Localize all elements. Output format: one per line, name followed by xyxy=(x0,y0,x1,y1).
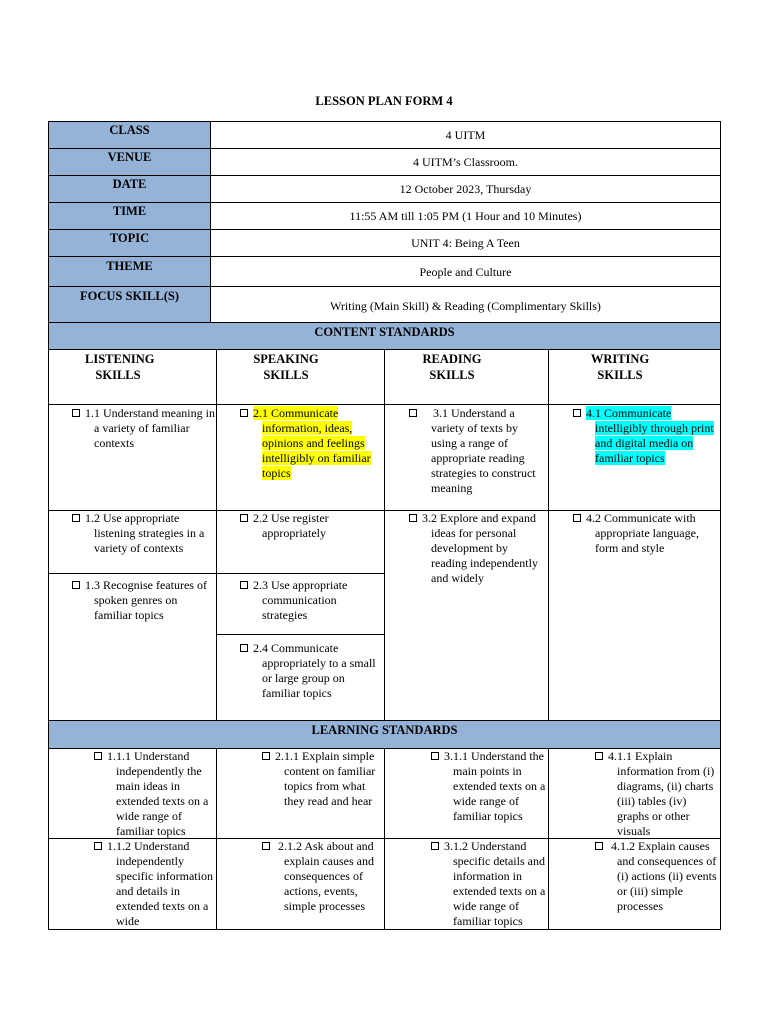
item-text: 3.1.1 Understand the main points in extended texts on a wide range of familiar topics xyxy=(444,749,546,823)
content-standard-item xyxy=(240,641,384,701)
item-text: 2.1.1 Explain simple content on familiar topics from what they read and hear xyxy=(275,749,376,808)
content-standard-item-highlighted xyxy=(240,406,382,481)
info-value-cell xyxy=(210,175,721,203)
item-text: 1.3 Recognise features of spoken genres on familiar topics xyxy=(85,578,207,622)
checkbox-icon[interactable] xyxy=(240,581,248,589)
venue-label: VENUE xyxy=(107,150,152,164)
learning-standard-item xyxy=(262,749,382,809)
content-standards-heading xyxy=(48,322,721,350)
date-label: DATE xyxy=(112,177,147,191)
learning-standard-item xyxy=(94,839,216,929)
learning-standard-item xyxy=(262,839,382,914)
checkbox-icon[interactable] xyxy=(240,409,248,417)
info-label-cell xyxy=(48,286,211,323)
info-label-cell xyxy=(48,256,211,287)
info-label-cell xyxy=(48,175,211,203)
topic-label: TOPIC xyxy=(109,231,150,245)
class-value: 4 UITM xyxy=(445,128,486,142)
item-text: 3.1 Understand a variety of texts by using a range of appropriate reading strategies to construct meaning xyxy=(431,406,536,495)
item-text: 3.2 Explore and expand ideas for personal development by reading independently and widely xyxy=(422,511,538,585)
checkbox-icon[interactable] xyxy=(240,514,248,522)
content-standard-item xyxy=(409,511,545,586)
theme-label: THEME xyxy=(106,259,153,273)
item-text: 4.2 Communicate with appropriate language, form and style xyxy=(586,511,699,555)
content-standard-item-highlighted xyxy=(573,406,720,466)
item-text: 2.1.2 Ask about and explain causes and consequences of actions, events, simple processes xyxy=(278,839,374,913)
content-standards-heading-text: CONTENT STANDARDS xyxy=(314,325,455,339)
checkbox-icon[interactable] xyxy=(573,409,581,417)
item-text: 4.1 Communicate intelligibly through print and digital media on familiar topics xyxy=(586,406,714,465)
focus-skills-value: Writing (Main Skill) & Reading (Complimentary Skills) xyxy=(330,299,601,313)
item-text: 2.3 Use appropriate communication strategies xyxy=(253,578,348,622)
class-label: CLASS xyxy=(109,123,150,137)
checkbox-icon[interactable] xyxy=(72,581,80,589)
checkbox-icon[interactable] xyxy=(409,514,417,522)
item-text: 1.1.2 Understand independently specific information and details in extended texts on a wide xyxy=(107,839,213,928)
writing-skills-header: WRITING SKILLS xyxy=(590,352,650,382)
checkbox-icon[interactable] xyxy=(409,409,417,417)
checkbox-icon[interactable] xyxy=(72,409,80,417)
info-label-cell xyxy=(48,229,211,257)
theme-value: People and Culture xyxy=(419,265,512,279)
item-text: 2.4 Communicate appropriately to a small or large group on familiar topics xyxy=(253,641,376,700)
checkbox-icon[interactable] xyxy=(262,752,270,760)
date-value: 12 October 2023, Thursday xyxy=(399,182,532,196)
content-standard-item xyxy=(72,578,212,623)
checkbox-icon[interactable] xyxy=(240,644,248,652)
item-text: 4.1.1 Explain information from (i) diagrams, (ii) charts (iii) tables (iv) graphs or other visuals xyxy=(608,749,715,838)
content-standard-item xyxy=(409,406,545,496)
item-text: 1.1.1 Understand independently the main ideas in extended texts on a wide range of familiar topics xyxy=(107,749,209,838)
learning-standard-item xyxy=(595,839,720,929)
item-text: 3.1.2 Understand specific details and information in extended texts on a wide range of familiar topics xyxy=(444,839,546,928)
page-title: LESSON PLAN FORM 4 xyxy=(315,94,453,108)
checkbox-icon[interactable] xyxy=(262,842,270,850)
item-text: 2.1 Communicate information, ideas, opinions and feelings intelligibly on familiar topics xyxy=(253,406,371,480)
content-standard-item xyxy=(72,406,217,451)
checkbox-icon[interactable] xyxy=(595,752,603,760)
checkbox-icon[interactable] xyxy=(595,842,603,850)
info-value-cell xyxy=(210,202,721,230)
learning-standard-item xyxy=(94,749,216,839)
learning-standard-item xyxy=(431,749,547,824)
learning-standards-heading xyxy=(48,720,721,749)
checkbox-icon[interactable] xyxy=(431,752,439,760)
checkbox-icon[interactable] xyxy=(94,842,102,850)
reading-skills-header: READING SKILLS xyxy=(422,352,482,382)
info-value-cell xyxy=(210,256,721,287)
topic-value: UNIT 4: Being A Teen xyxy=(411,236,520,250)
content-standard-item xyxy=(240,578,382,623)
info-value-cell xyxy=(210,148,721,176)
info-label-cell xyxy=(48,202,211,230)
item-text: 2.2 Use register appropriately xyxy=(253,511,329,540)
checkbox-icon[interactable] xyxy=(431,842,439,850)
listening-skills-header: LISTENING SKILLS xyxy=(85,352,155,382)
time-label: TIME xyxy=(112,204,147,218)
content-standard-item xyxy=(240,511,382,541)
checkbox-icon[interactable] xyxy=(94,752,102,760)
item-text: 1.2 Use appropriate listening strategies in a variety of contexts xyxy=(85,511,205,555)
time-value: 11:55 AM till 1:05 PM (1 Hour and 10 Minutes) xyxy=(349,209,582,223)
learning-standard-item xyxy=(595,749,720,839)
info-value-cell xyxy=(210,121,721,149)
speaking-skills-header: SPEAKING SKILLS xyxy=(253,352,319,382)
item-text: 4.1.2 Explain causes and consequences of (i) actions (ii) events or (iii) simple processes xyxy=(611,839,717,913)
info-label-cell xyxy=(48,121,211,149)
info-label-cell xyxy=(48,148,211,176)
venue-value: 4 UITM’s Classroom. xyxy=(413,155,518,169)
content-standard-item xyxy=(573,511,720,556)
checkbox-icon[interactable] xyxy=(573,514,581,522)
learning-standard-item xyxy=(431,839,547,929)
learning-standards-heading-text: LEARNING STANDARDS xyxy=(311,723,458,737)
focus-skills-label: FOCUS SKILL(S) xyxy=(80,289,179,303)
info-value-cell xyxy=(210,229,721,257)
checkbox-icon[interactable] xyxy=(72,514,80,522)
content-standard-item xyxy=(72,511,217,556)
info-value-cell xyxy=(210,286,721,323)
item-text: 1.1 Understand meaning in a variety of familiar contexts xyxy=(85,406,215,450)
